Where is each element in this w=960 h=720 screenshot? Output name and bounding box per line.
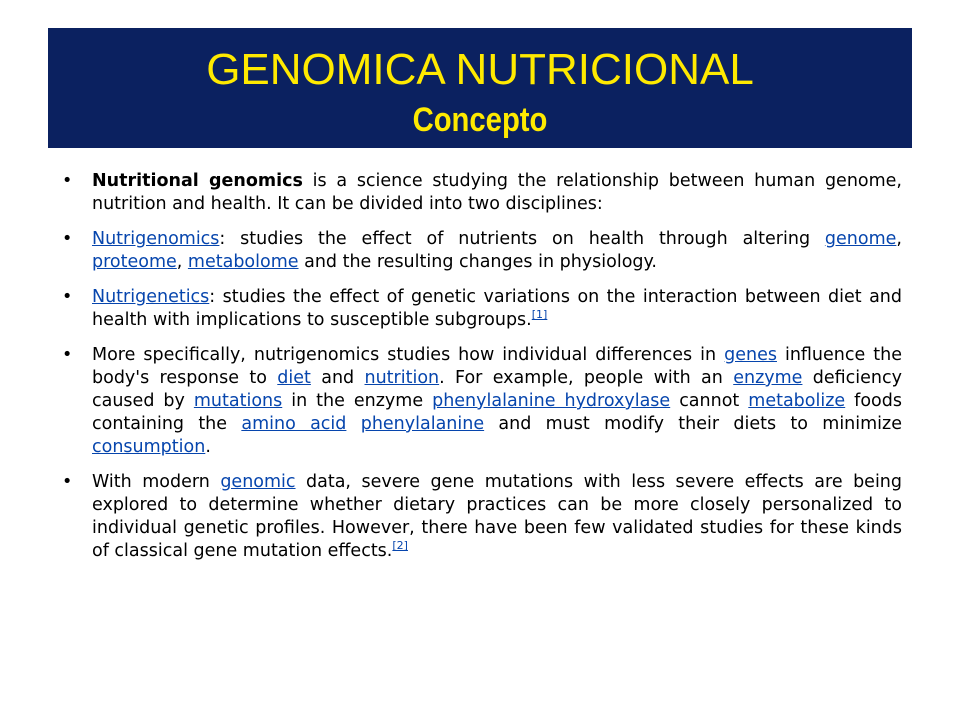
link-genomic[interactable]: genomic (220, 472, 296, 492)
bullet-text: is a science studying the relationship between human genome, nutrition and health. It can be divided into two disciplines: (92, 171, 902, 214)
bullet-item-more-specifically (62, 344, 902, 459)
bullet-item-nutritional-genomics (62, 170, 902, 216)
slide-subtitle: Concepto (412, 101, 548, 139)
link-genes[interactable]: genes (724, 345, 777, 365)
bullet-text: foods containing the (92, 391, 902, 434)
link-metabolize[interactable]: metabolize (748, 391, 846, 411)
bullet-text: . (205, 437, 211, 457)
title-banner (48, 28, 912, 148)
bullet-marker: • (62, 472, 73, 492)
bullet-item-modern-genomic (62, 471, 902, 563)
link-metabolome[interactable]: metabolome (187, 252, 299, 272)
link-phenylalanine[interactable]: phenylalanine (360, 414, 485, 434)
bullet-marker: • (62, 171, 73, 191)
reference-link-1[interactable]: [1] (531, 308, 548, 322)
bullet-text: More specifically, nutrigenomics studies how individual differences in (92, 345, 725, 365)
bullet-marker: • (62, 229, 73, 249)
link-nutrigenomics[interactable]: Nutrigenomics (92, 229, 220, 249)
bullet-text: cannot (670, 391, 749, 411)
bullet-text: data, severe gene mutations with less severe effects are being explored to determine whether dietary practices can be more closely personalized to individual genetic profiles. However, there have been few validated studies for these kinds of classical gene mutation effects. (92, 472, 903, 561)
bullet-text: : studies the effect of genetic variations on the interaction between diet and health with implications to susceptible subgroups. (92, 287, 902, 330)
bullet-text: and must modify their diets to minimize (484, 414, 902, 434)
bold-term: Nutritional genomics (92, 171, 303, 191)
bullet-text: : studies the effect of nutrients on health through altering (219, 229, 825, 249)
link-genome[interactable]: genome (824, 229, 897, 249)
link-nutrition[interactable]: nutrition (364, 368, 440, 388)
link-phenylalanine-hydroxylase[interactable]: phenylalanine hydroxylase (432, 391, 671, 411)
bullet-item-nutrigenetics (62, 286, 902, 332)
bullet-text: With modern (92, 472, 221, 492)
link-enzyme[interactable]: enzyme (733, 368, 803, 388)
reference-link-2[interactable]: [2] (392, 539, 408, 553)
link-mutations[interactable]: mutations (193, 391, 283, 411)
bullet-text: and the resulting changes in physiology. (298, 252, 657, 272)
link-proteome[interactable]: proteome (92, 252, 177, 272)
bullet-item-nutrigenomics (62, 228, 902, 274)
link-nutrigenetics[interactable]: Nutrigenetics (92, 287, 210, 307)
bullet-text: influence the body's response to (92, 345, 902, 388)
bullet-marker: • (62, 345, 73, 365)
bullet-marker: • (62, 287, 73, 307)
link-diet[interactable]: diet (277, 368, 311, 388)
bullet-text: and (310, 368, 365, 388)
link-amino-acid[interactable]: amino acid (241, 414, 347, 434)
bullet-list (62, 170, 902, 575)
bullet-text: , (896, 229, 902, 249)
link-consumption[interactable]: consumption (92, 437, 206, 457)
bullet-text: . For example, people with an (439, 368, 734, 388)
bullet-text: deficiency caused by (92, 368, 902, 411)
slide-title: GENOMICA NUTRICIONAL (206, 45, 754, 94)
bullet-text (346, 414, 360, 434)
bullet-text: in the enzyme (282, 391, 433, 411)
bullet-text: , (176, 252, 188, 272)
